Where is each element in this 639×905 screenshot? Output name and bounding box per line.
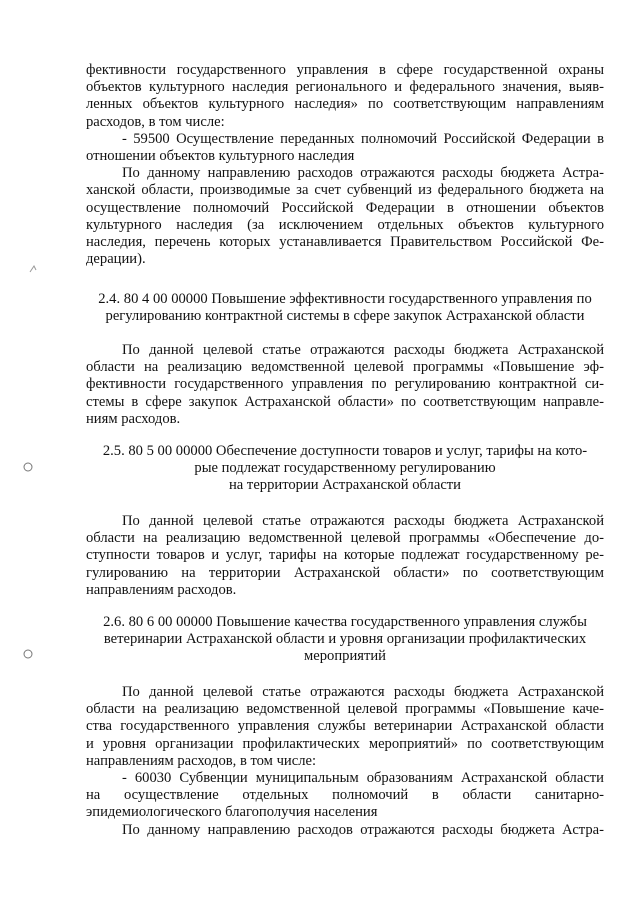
paragraph-2-4 <box>86 342 604 428</box>
text-line: По данному направлению расходов отражаются расходы бюджета Астра- <box>122 165 604 182</box>
heading-line: регулированию контрактной системы в сфере закупок Астраханской области <box>105 308 585 325</box>
text-line: ства государственного управления службы ветеринарии Астраханской области <box>86 718 604 735</box>
text-line: области на реализацию ведомственной целевой программы «Повышение каче- <box>86 701 604 718</box>
heading-line: 2.6. 80 6 00 00000 Повышение качества государственного управления службы <box>103 614 587 630</box>
text-line: По данной целевой статье отражаются расходы бюджета Астраханской <box>122 342 604 358</box>
text-line: - 59500 Осуществление переданных полномочий Российской Федерации в <box>122 130 604 147</box>
section-heading-2-5 <box>86 443 604 495</box>
text-line: ниям расходов. <box>86 410 181 427</box>
text-line: направлениям расходов. <box>86 581 237 598</box>
text-line: на осуществление отдельных полномочий в области санитарно- <box>86 787 604 804</box>
paragraph-2-6 <box>86 684 604 839</box>
text-line: области на реализацию ведомственной целевой программы «Обеспечение до- <box>86 530 604 547</box>
text-line: области на реализацию ведомственной целевой программы «Повышение эф- <box>86 359 604 376</box>
heading-line: ветеринарии Астраханской области и уровня организации профилактических <box>103 631 587 648</box>
text-line: По данной целевой статье отражаются расходы бюджета Астраханской <box>122 684 604 700</box>
heading-line: 2.5. 80 5 00 00000 Обеспечение доступности товаров и услуг, тарифы на кото- <box>102 443 588 459</box>
text-line: По данной целевой статье отражаются расходы бюджета Астраханской <box>122 513 604 529</box>
heading-line: на территории Астраханской области <box>229 477 461 494</box>
heading-line: 2.4. 80 4 00 00000 Повышение эффективности государственного управления по <box>98 291 592 307</box>
hole-punch-mark <box>22 461 34 473</box>
text-line: ленных объектов культурного наследия» по соответствующим направлениям <box>86 96 604 113</box>
text-line: осуществление полномочий Российской Федерации в отношении объектов <box>86 199 604 216</box>
text-line: По данному направлению расходов отражаются расходы бюджета Астра- <box>122 821 604 838</box>
heading-line: рые подлежат государственному регулированию <box>194 460 496 477</box>
text-line: фективности государственного управления по регулированию контрактной си- <box>86 376 604 393</box>
paragraph-2-5 <box>86 513 604 599</box>
text-line: гулированию на территории Астраханской области» по соответствующим <box>86 564 604 581</box>
paragraph-continuation <box>86 62 604 268</box>
text-line: ступности товаров и услуг, тарифы на которые подлежат государственному ре- <box>86 547 604 564</box>
text-line: стемы в сфере закупок Астраханской области» по соответствующим направле- <box>86 393 604 410</box>
text-line: ханской области, производимые за счет субвенций из федерального бюджета на <box>86 182 604 199</box>
text-line: наследия, перечень которых устанавливается Правительством Российской Фе- <box>86 234 604 251</box>
text-line: эпидемиологического благополучия населения <box>86 804 378 821</box>
text-line: культурного наследия (за исключением отдельных объектов культурного <box>86 216 604 233</box>
text-line: объектов культурного наследия регионального и федерального значения, выяв- <box>86 79 604 96</box>
text-line: дерации). <box>86 251 146 268</box>
heading-line: мероприятий <box>304 648 386 665</box>
hole-punch-mark <box>22 648 34 660</box>
text-line: - 60030 Субвенции муниципальным образованиям Астраханской области <box>122 770 604 787</box>
text-line: отношении объектов культурного наследия <box>86 148 355 165</box>
section-heading-2-6 <box>86 614 604 666</box>
section-heading-2-4 <box>86 291 604 325</box>
margin-tick-mark <box>28 264 38 274</box>
text-line: направлениям расходов, в том числе: <box>86 752 317 769</box>
text-line: расходов, в том числе: <box>86 113 225 130</box>
text-line: и уровня организации профилактических мероприятий» по соответствующим <box>86 735 604 752</box>
text-line: фективности государственного управления в сфере государственной охраны <box>86 62 604 78</box>
